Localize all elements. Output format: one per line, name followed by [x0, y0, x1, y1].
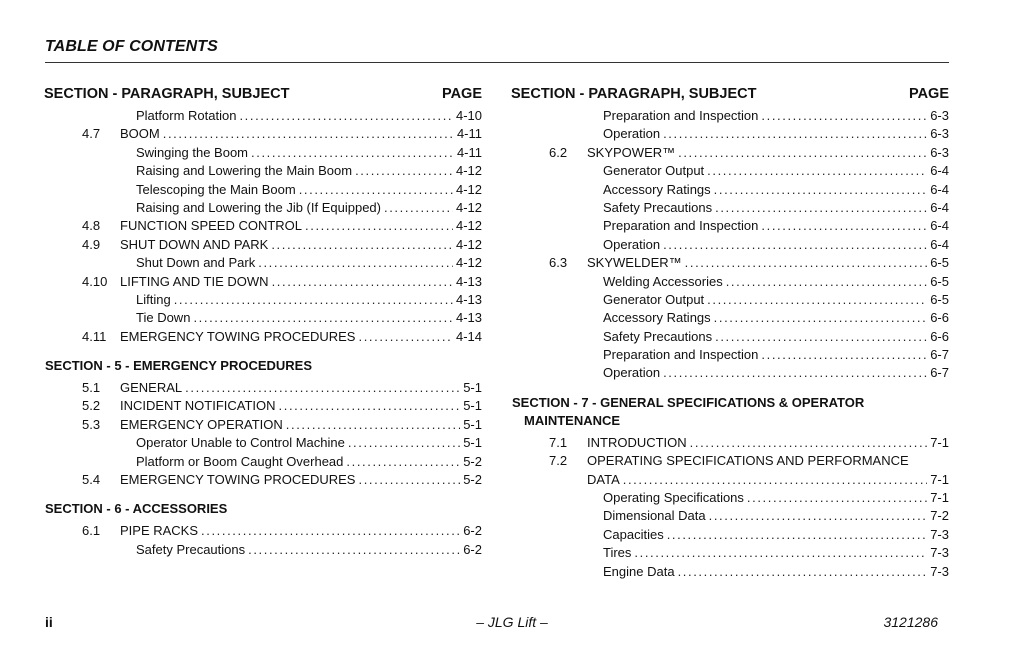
dot-leader: [258, 254, 453, 272]
dot-leader: [685, 254, 928, 272]
toc-group: [44, 522, 482, 559]
toc-entry[interactable]: [44, 181, 482, 199]
entry-page: 5-1: [463, 380, 482, 396]
entry-label: Platform Rotation: [136, 108, 237, 123]
entry-page: 4-12: [455, 236, 482, 252]
toc-entry[interactable]: [511, 346, 949, 364]
entry-number: 6.3: [549, 255, 568, 271]
entry-label: BOOM: [120, 126, 160, 142]
toc-entry[interactable]: [44, 162, 482, 180]
toc-entry[interactable]: [511, 309, 949, 327]
dot-leader: [747, 489, 927, 507]
entry-number: 6.1: [82, 523, 101, 539]
entry-label: Accessory Ratings: [603, 310, 711, 326]
entry-label: Shut Down and Park: [136, 255, 256, 271]
toc-entry[interactable]: [44, 434, 482, 452]
entry-page: 6-4: [930, 199, 949, 215]
entry-label: Tie Down: [136, 310, 191, 326]
entry-page: 6-7: [930, 365, 949, 381]
dot-leader: [761, 217, 927, 235]
toc-entry[interactable]: [511, 489, 949, 507]
toc-entry[interactable]: [511, 563, 949, 581]
toc-entry[interactable]: [511, 236, 949, 254]
entry-label: Accessory Ratings: [603, 181, 711, 197]
dot-leader: [185, 379, 460, 397]
dot-leader: [384, 199, 453, 217]
entry-label: INCIDENT NOTIFICATION: [120, 398, 276, 414]
entry-label: Raising and Lowering the Main Boom: [136, 163, 353, 179]
entry-page: 4-11: [456, 144, 482, 160]
entry-label: INTRODUCTION: [587, 434, 687, 450]
toc-entry[interactable]: [44, 522, 482, 540]
toc-entry[interactable]: [511, 199, 949, 217]
toc-entry[interactable]: [44, 144, 482, 162]
entry-page: 6-5: [930, 273, 949, 289]
entry-page: 6-4: [930, 236, 949, 252]
entry-page: 7-3: [930, 563, 949, 579]
entry-page: 6-4: [930, 163, 949, 179]
entry-label: DATA: [587, 471, 620, 487]
entry-page: 6-5: [930, 291, 949, 307]
dot-leader: [623, 471, 927, 489]
title-divider: [45, 62, 949, 63]
entry-label: Operating Specifications: [603, 490, 744, 506]
entry-number: 5.3: [82, 416, 101, 432]
dot-leader: [239, 107, 453, 125]
toc-group: [44, 107, 482, 346]
toc-entry[interactable]: [511, 273, 949, 291]
entry-page: 5-1: [463, 416, 482, 432]
column-header-page: PAGE: [441, 86, 482, 102]
dot-leader: [634, 544, 927, 562]
dot-leader: [663, 364, 927, 382]
entry-page: 6-3: [930, 126, 949, 142]
entry-page: 5-2: [463, 472, 482, 488]
toc-entry[interactable]: [511, 107, 949, 125]
dot-leader: [358, 328, 452, 346]
entry-page: 4-13: [455, 310, 482, 326]
toc-entry[interactable]: [44, 416, 482, 434]
entry-label: Raising and Lowering the Jib (If Equipped): [136, 199, 381, 215]
entry-label: Welding Accessories: [603, 273, 723, 289]
entry-page: 7-3: [930, 526, 949, 542]
entry-number: 6.2: [549, 144, 568, 160]
entry-page: 6-5: [930, 255, 949, 271]
entry-number: 4.11: [82, 328, 107, 344]
column-header-subject: SECTION - PARAGRAPH, SUBJECT: [511, 86, 757, 102]
dot-leader: [348, 434, 460, 452]
toc-entry[interactable]: [511, 162, 949, 180]
toc-entry[interactable]: [44, 379, 482, 397]
dot-leader: [305, 217, 453, 235]
entry-number: 4.8: [82, 218, 101, 234]
entry-label: SKYWELDER™: [587, 255, 682, 271]
entry-label: GENERAL: [120, 380, 183, 396]
dot-leader: [678, 144, 927, 162]
entry-page: 4-13: [455, 291, 482, 307]
toc-entry[interactable]: [44, 107, 482, 125]
dot-leader: [678, 563, 928, 581]
entry-number: 7.2: [549, 453, 568, 469]
entry-label: Engine Data: [603, 563, 675, 579]
toc-entry[interactable]: [44, 397, 482, 415]
entry-page: 6-3: [930, 144, 949, 160]
toc-entry[interactable]: [44, 453, 482, 471]
footer-page-number: ii: [45, 614, 53, 630]
entry-label: Capacities: [603, 526, 664, 542]
toc-entry[interactable]: [44, 309, 482, 327]
toc-entry[interactable]: [44, 328, 482, 346]
entry-page: 4-11: [456, 126, 482, 142]
entry-page: 4-12: [455, 199, 482, 215]
dot-leader: [726, 273, 927, 291]
toc-entry[interactable]: [44, 125, 482, 143]
toc-entry[interactable]: [511, 364, 949, 382]
dot-leader: [707, 291, 927, 309]
column-header: [511, 84, 949, 104]
entry-label: Safety Precautions: [603, 199, 713, 215]
entry-label: PIPE RACKS: [120, 523, 199, 539]
entry-label: Preparation and Inspection: [603, 218, 759, 234]
dot-leader: [709, 507, 928, 525]
entry-label: Operation: [603, 236, 661, 252]
toc-entry[interactable]: [511, 434, 949, 452]
entry-label: Safety Precautions: [136, 541, 246, 557]
footer-publisher: – JLG Lift –: [476, 614, 548, 630]
column-header-page: PAGE: [908, 86, 949, 102]
entry-number: 4.10: [82, 273, 108, 289]
entry-label: Platform or Boom Caught Overhead: [136, 453, 344, 469]
entry-page: 5-1: [463, 435, 482, 451]
entry-page: 7-1: [930, 490, 949, 506]
entry-label: LIFTING AND TIE DOWN: [120, 273, 269, 289]
toc-entry[interactable]: [44, 199, 482, 217]
entry-label: EMERGENCY TOWING PROCEDURES: [120, 328, 356, 344]
entry-number: 4.7: [82, 126, 101, 142]
toc-entry[interactable]: [511, 526, 949, 544]
column-header-subject: SECTION - PARAGRAPH, SUBJECT: [44, 86, 290, 102]
toc-group: [511, 489, 949, 581]
dot-leader: [193, 309, 453, 327]
dot-leader: [707, 162, 927, 180]
entry-page: 4-14: [455, 328, 482, 344]
dot-leader: [355, 162, 453, 180]
entry-label: Generator Output: [603, 291, 705, 307]
entry-number: 5.4: [82, 472, 101, 488]
dot-leader: [248, 541, 460, 559]
toc-entry[interactable]: [511, 452, 949, 470]
section-heading[interactable]: SECTION - 6 - ACCESSORIES: [45, 501, 228, 517]
dot-leader: [690, 434, 928, 452]
entry-label: Operator Unable to Control Machine: [136, 435, 345, 451]
section-heading-line: MAINTENANCE: [524, 412, 621, 428]
entry-page: 6-2: [463, 523, 482, 539]
entry-page: 6-6: [930, 310, 949, 326]
toc-entry[interactable]: [511, 328, 949, 346]
column-header: [44, 84, 482, 104]
toc-entry[interactable]: [44, 291, 482, 309]
dot-leader: [286, 416, 460, 434]
dot-leader: [358, 471, 460, 489]
dot-leader: [761, 107, 927, 125]
entry-label: Tires: [603, 545, 632, 561]
toc-entry[interactable]: [511, 125, 949, 143]
toc-group: [511, 107, 949, 383]
dot-leader: [299, 181, 453, 199]
dot-leader: [715, 328, 927, 346]
entry-label: SKYPOWER™: [587, 144, 676, 160]
entry-page: 7-2: [930, 508, 949, 524]
section-heading[interactable]: [511, 394, 949, 430]
entry-page: 6-2: [463, 541, 482, 557]
toc-entry[interactable]: [511, 291, 949, 309]
toc-entry[interactable]: [511, 217, 949, 235]
toc-entry[interactable]: [511, 544, 949, 562]
entry-page: 6-4: [930, 218, 949, 234]
section-heading-line: SECTION - 7 - GENERAL SPECIFICATIONS & OPERATOR: [512, 394, 865, 410]
entry-label: EMERGENCY TOWING PROCEDURES: [120, 472, 356, 488]
entry-page: 7-3: [930, 545, 949, 561]
footer-document-number: 3121286: [883, 614, 938, 630]
page-title: TABLE OF CONTENTS: [45, 38, 218, 55]
entry-page: 4-12: [455, 218, 482, 234]
toc-entry[interactable]: [44, 217, 482, 235]
dot-leader: [174, 291, 453, 309]
toc-entry[interactable]: [511, 471, 949, 489]
entry-label: Swinging the Boom: [136, 144, 249, 160]
entry-label: Safety Precautions: [603, 328, 713, 344]
toc-entry[interactable]: [511, 144, 949, 162]
toc-entry[interactable]: [44, 541, 482, 559]
entry-label: Operation: [603, 126, 661, 142]
entry-number: 5.2: [82, 398, 101, 414]
toc-column-right: [511, 84, 949, 581]
entry-label: Generator Output: [603, 163, 705, 179]
dot-leader: [663, 125, 927, 143]
entry-label: Preparation and Inspection: [603, 347, 759, 363]
dot-leader: [272, 273, 453, 291]
entry-page: 7-1: [930, 471, 949, 487]
entry-number: 4.9: [82, 236, 101, 252]
entry-page: 4-12: [455, 181, 482, 197]
entry-page: 6-4: [930, 181, 949, 197]
entry-label: OPERATING SPECIFICATIONS AND PERFORMANCE: [587, 453, 909, 469]
toc-column-left: [44, 84, 482, 559]
entry-page: 5-2: [463, 453, 482, 469]
entry-page: 4-10: [455, 108, 482, 123]
section-heading[interactable]: SECTION - 5 - EMERGENCY PROCEDURES: [45, 358, 313, 374]
entry-label: EMERGENCY OPERATION: [120, 416, 283, 432]
dot-leader: [663, 236, 927, 254]
dot-leader: [251, 144, 454, 162]
dot-leader: [346, 453, 460, 471]
dot-leader: [201, 522, 460, 540]
toc-entry[interactable]: [44, 236, 482, 254]
dot-leader: [667, 526, 928, 544]
toc-entry[interactable]: [511, 254, 949, 272]
entry-page: 4-13: [455, 273, 482, 289]
dot-leader: [271, 236, 453, 254]
entry-label: FUNCTION SPEED CONTROL: [120, 218, 303, 234]
entry-page: 6-3: [930, 108, 949, 123]
toc-entry[interactable]: [44, 471, 482, 489]
toc-group: [44, 379, 482, 489]
entry-label: Operation: [603, 365, 661, 381]
entry-page: 6-6: [930, 328, 949, 344]
entry-label: Dimensional Data: [603, 508, 706, 524]
entry-page: 6-7: [930, 347, 949, 363]
entry-page: 5-1: [463, 398, 482, 414]
toc-entry[interactable]: [44, 254, 482, 272]
dot-leader: [714, 181, 928, 199]
entry-number: 7.1: [549, 434, 568, 450]
entry-label: Lifting: [136, 291, 171, 307]
entry-label: Telescoping the Main Boom: [136, 181, 296, 197]
entry-label: Preparation and Inspection: [603, 108, 759, 123]
toc-entry[interactable]: [511, 507, 949, 525]
dot-leader: [761, 346, 927, 364]
dot-leader: [163, 125, 454, 143]
dot-leader: [715, 199, 927, 217]
entry-label: SHUT DOWN AND PARK: [120, 236, 269, 252]
entry-page: 4-12: [455, 163, 482, 179]
entry-page: 4-12: [455, 255, 482, 271]
toc-entry[interactable]: [44, 273, 482, 291]
dot-leader: [714, 309, 928, 327]
toc-entry[interactable]: [511, 181, 949, 199]
dot-leader: [279, 397, 461, 415]
entry-page: 7-1: [930, 434, 949, 450]
entry-number: 5.1: [82, 380, 101, 396]
